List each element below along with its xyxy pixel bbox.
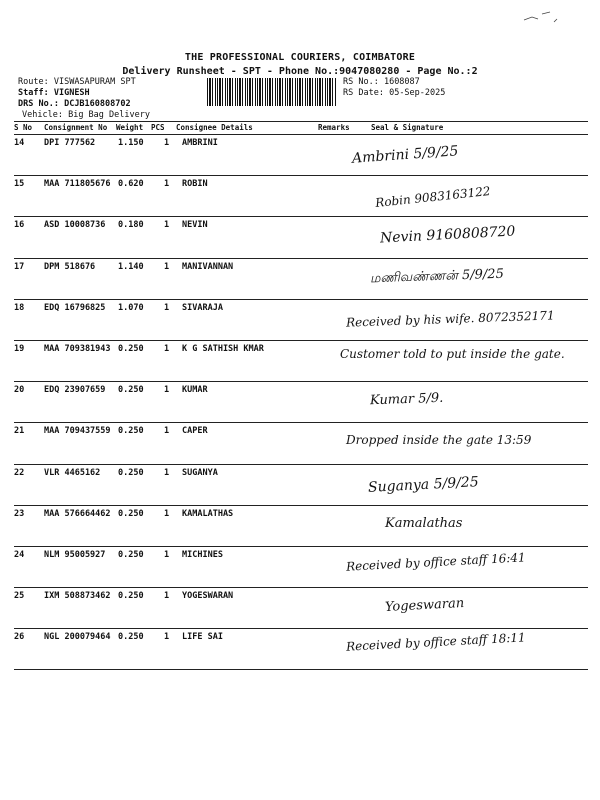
row-consignment-no: MAA 709381943 bbox=[44, 343, 111, 354]
vehicle-line bbox=[22, 110, 150, 120]
row-weight: 0.250 bbox=[118, 508, 144, 519]
row-pcs: 1 bbox=[164, 385, 170, 396]
table-row bbox=[14, 300, 588, 341]
table-row bbox=[14, 506, 588, 547]
table-body bbox=[14, 135, 588, 670]
row-pcs: 1 bbox=[164, 426, 170, 437]
row-consignee: LIFE SAI bbox=[182, 632, 223, 643]
table-row bbox=[14, 259, 588, 300]
row-consignee: AMBRINI bbox=[182, 138, 218, 148]
row-pcs: 1 bbox=[164, 591, 170, 602]
route-label: Route: bbox=[18, 77, 49, 87]
table-row bbox=[14, 629, 588, 670]
row-signature: Kumar 5/9. bbox=[369, 390, 444, 409]
col-pcs: PCS bbox=[151, 123, 165, 132]
col-sno: S No bbox=[14, 123, 33, 132]
company-title: THE PROFESSIONAL COURIERS, COIMBATORE bbox=[184, 52, 416, 63]
rs-no-value: 1608087 bbox=[383, 77, 420, 87]
row-consignee: YOGESWARAN bbox=[182, 591, 234, 602]
row-sno: 17 bbox=[14, 261, 25, 272]
row-signature: Yogeswaran bbox=[384, 596, 465, 616]
drs-label: DRS No.: bbox=[18, 99, 59, 109]
rs-no-label: RS No.: bbox=[343, 77, 379, 87]
row-consignee: CAPER bbox=[182, 426, 208, 437]
staff-label: Staff: bbox=[18, 88, 49, 98]
row-signature: Kamalathas bbox=[385, 515, 463, 531]
table-row bbox=[14, 341, 588, 382]
table-row bbox=[14, 135, 588, 176]
table-header bbox=[14, 121, 588, 135]
col-consignment: Consignment No bbox=[44, 123, 108, 132]
row-weight: 1.070 bbox=[118, 302, 144, 313]
row-sno: 19 bbox=[14, 343, 25, 354]
row-signature: Ambrini 5/9/25 bbox=[351, 143, 459, 167]
row-consignment-no: EDQ 23907659 bbox=[44, 385, 106, 396]
table-row bbox=[14, 382, 588, 423]
row-pcs: 1 bbox=[164, 632, 170, 643]
row-sno: 21 bbox=[14, 426, 25, 437]
table-row bbox=[14, 547, 588, 588]
runsheet-subtitle: Delivery Runsheet - SPT - Phone No.:9047080280 - Page No.:2 bbox=[122, 66, 478, 77]
row-weight: 0.250 bbox=[118, 426, 144, 437]
row-signature: Customer told to put inside the gate. bbox=[340, 346, 565, 361]
row-consignment-no: EDQ 16796825 bbox=[44, 302, 106, 313]
row-consignment-no: VLR 4465162 bbox=[44, 467, 101, 478]
row-consignment-no: DPI 777562 bbox=[44, 138, 96, 148]
row-signature: மணிவண்ணன் 5/9/25 bbox=[369, 266, 505, 286]
row-sno: 22 bbox=[14, 467, 25, 478]
route-value: VISWASAPURAM SPT bbox=[53, 77, 136, 87]
row-signature: Suganya 5/9/25 bbox=[367, 473, 480, 496]
row-pcs: 1 bbox=[164, 508, 170, 519]
row-pcs: 1 bbox=[164, 220, 170, 231]
row-consignee: KAMALATHAS bbox=[182, 508, 234, 519]
row-pcs: 1 bbox=[164, 138, 170, 148]
row-signature: Dropped inside the gate 13:59 bbox=[346, 433, 532, 448]
row-consignee: SIVARAJA bbox=[182, 302, 223, 313]
row-weight: 0.180 bbox=[118, 220, 144, 231]
table-row bbox=[14, 176, 588, 217]
drs-line bbox=[18, 99, 131, 109]
row-signature: Received by his wife. 8072352171 bbox=[345, 308, 555, 330]
row-consignee: K G SATHISH KMAR bbox=[182, 343, 264, 354]
row-consignment-no: NLM 95005927 bbox=[44, 549, 106, 560]
vehicle-value: Big Bag Delivery bbox=[68, 110, 150, 120]
col-remarks: Remarks bbox=[318, 123, 350, 132]
rs-no-line bbox=[343, 77, 420, 87]
row-signature: Nevin 9160808720 bbox=[379, 223, 516, 247]
table-row bbox=[14, 423, 588, 464]
col-seal-signature: Seal & Signature bbox=[371, 123, 444, 132]
row-pcs: 1 bbox=[164, 549, 170, 560]
rs-date-label: RS Date: bbox=[343, 88, 384, 98]
row-sno: 16 bbox=[14, 220, 25, 231]
row-pcs: 1 bbox=[164, 302, 170, 313]
row-sno: 15 bbox=[14, 179, 25, 190]
row-consignment-no: MAA 709437559 bbox=[44, 426, 111, 437]
row-sno: 26 bbox=[14, 632, 25, 643]
row-sno: 25 bbox=[14, 591, 25, 602]
row-sno: 18 bbox=[14, 302, 25, 313]
row-weight: 1.150 bbox=[118, 138, 144, 148]
row-consignee: KUMAR bbox=[182, 385, 208, 396]
drs-value: DCJB160808702 bbox=[64, 99, 131, 109]
rs-date-line bbox=[343, 88, 445, 98]
row-weight: 1.140 bbox=[118, 261, 144, 272]
row-consignment-no: IXM 508873462 bbox=[44, 591, 111, 602]
row-weight: 0.250 bbox=[118, 343, 144, 354]
row-signature: Received by office staff 18:11 bbox=[345, 630, 526, 654]
row-consignment-no: NGL 200079464 bbox=[44, 632, 111, 643]
row-weight: 0.250 bbox=[118, 632, 144, 643]
row-signature: Robin 9083163122 bbox=[374, 184, 492, 211]
row-pcs: 1 bbox=[164, 343, 170, 354]
row-signature: Received by office staff 16:41 bbox=[345, 550, 526, 574]
staff-value: VIGNESH bbox=[53, 88, 90, 98]
pen-scribble-mark bbox=[520, 8, 560, 26]
row-consignee: MANIVANNAN bbox=[182, 261, 234, 272]
row-pcs: 1 bbox=[164, 261, 170, 272]
table-row bbox=[14, 588, 588, 629]
col-weight: Weight bbox=[116, 123, 144, 132]
row-sno: 20 bbox=[14, 385, 25, 396]
table-row bbox=[14, 217, 588, 258]
col-consignee: Consignee Details bbox=[176, 123, 253, 132]
row-consignee: ROBIN bbox=[182, 179, 208, 190]
row-consignment-no: MAA 711805676 bbox=[44, 179, 111, 190]
vehicle-label: Vehicle: bbox=[22, 110, 63, 120]
row-weight: 0.250 bbox=[118, 385, 144, 396]
barcode bbox=[207, 78, 337, 106]
row-weight: 0.620 bbox=[118, 179, 144, 190]
row-consignee: NEVIN bbox=[182, 220, 208, 231]
table-row bbox=[14, 465, 588, 506]
row-sno: 23 bbox=[14, 508, 25, 519]
row-weight: 0.250 bbox=[118, 467, 144, 478]
row-pcs: 1 bbox=[164, 179, 170, 190]
rs-date-value: 05-Sep-2025 bbox=[389, 88, 446, 98]
row-sno: 24 bbox=[14, 549, 25, 560]
row-weight: 0.250 bbox=[118, 591, 144, 602]
row-consignment-no: ASD 10008736 bbox=[44, 220, 106, 231]
row-pcs: 1 bbox=[164, 467, 170, 478]
row-consignment-no: MAA 576664462 bbox=[44, 508, 111, 519]
staff-line bbox=[18, 88, 90, 98]
row-sno: 14 bbox=[14, 138, 25, 148]
delivery-table bbox=[14, 121, 588, 670]
row-consignee: SUGANYA bbox=[182, 467, 218, 478]
row-consignee: MICHINES bbox=[182, 549, 223, 560]
route-line bbox=[18, 77, 136, 87]
row-weight: 0.250 bbox=[118, 549, 144, 560]
row-consignment-no: DPM 518676 bbox=[44, 261, 96, 272]
